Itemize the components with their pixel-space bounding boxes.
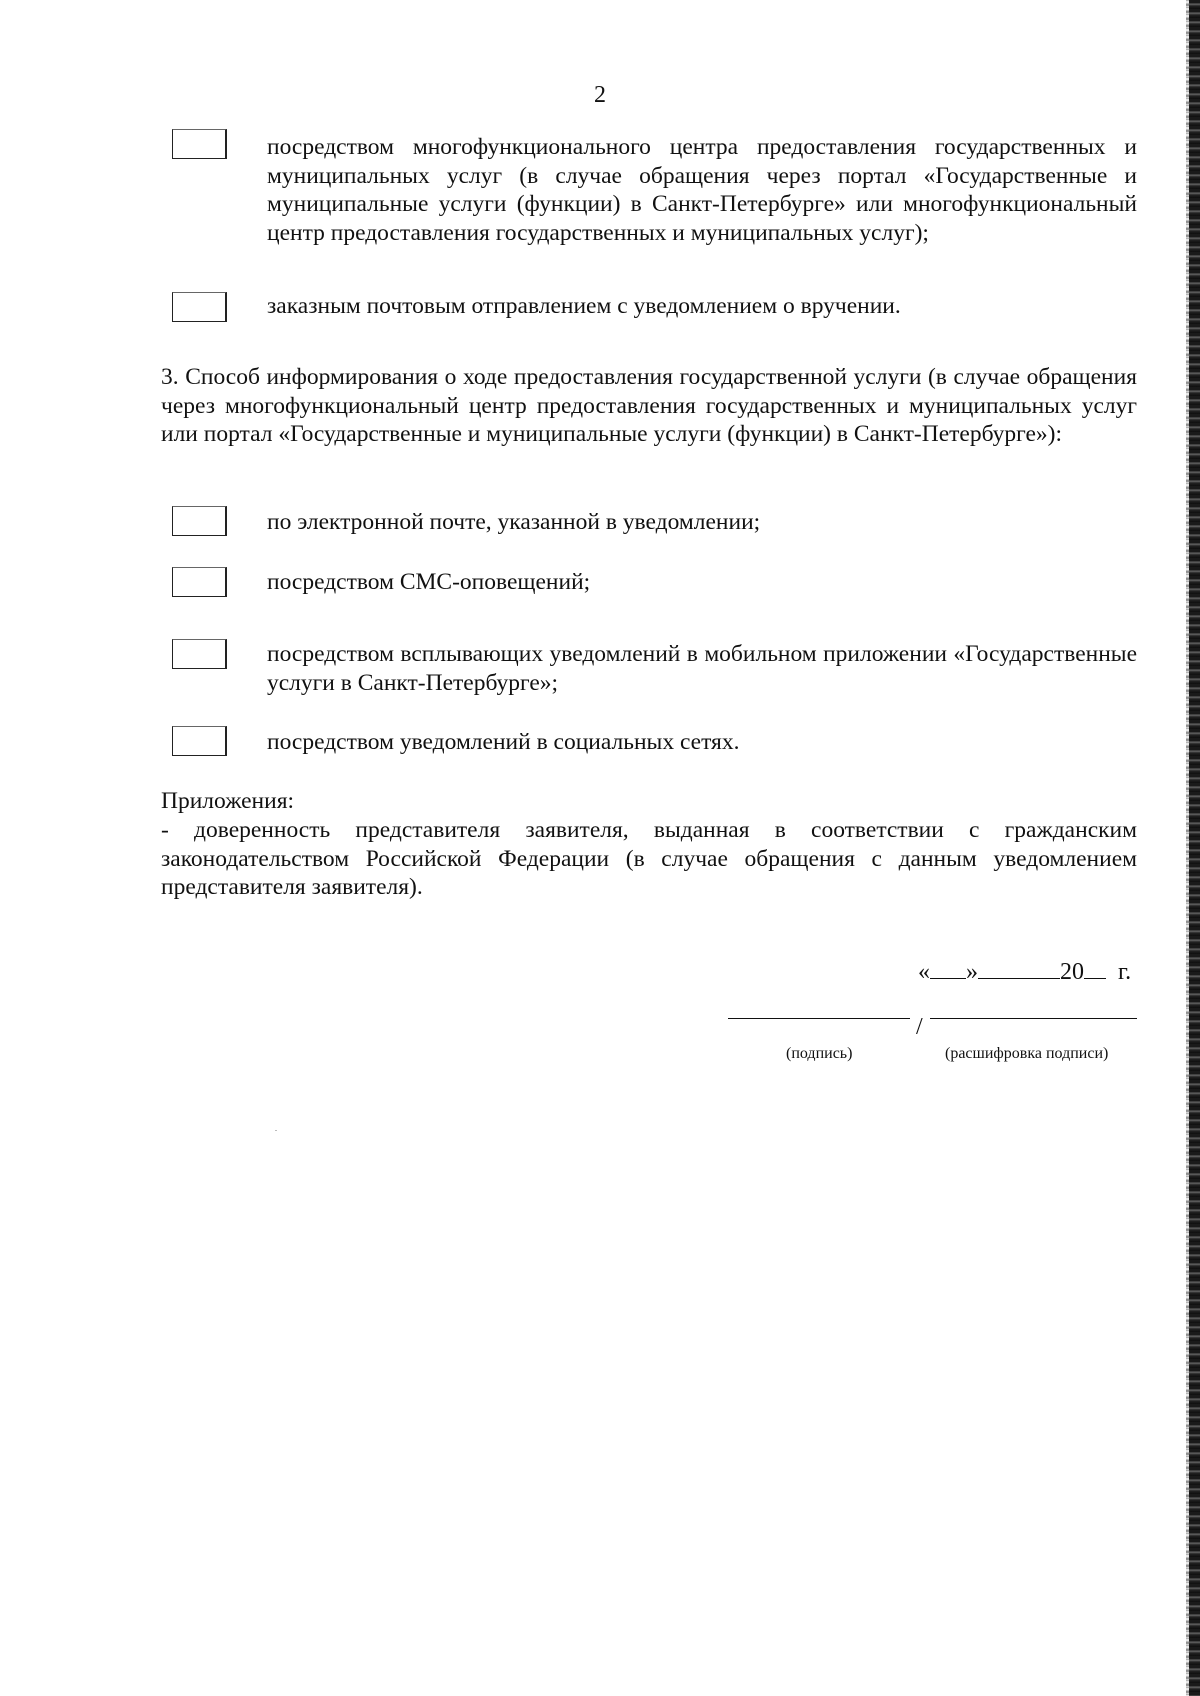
- month-blank[interactable]: [978, 958, 1060, 979]
- notify-option-email-text: по электронной почте, указанной в уведомлении;: [267, 509, 761, 535]
- signature-separator: /: [916, 1014, 923, 1040]
- checkbox-push[interactable]: [172, 639, 227, 669]
- day-blank[interactable]: [930, 958, 966, 979]
- date-open-quote: «: [918, 959, 930, 985]
- delivery-option-mfc-text: посредством многофункционального центра предоставления государственных и муниципальных услуг (в случае обращения через портал «Государственные и муниципальные услуги (функции) в Санкт-Петербурге» или многофункциональный центр предоставления государственных и муниципальных услуг);: [267, 134, 1137, 246]
- checkbox-email[interactable]: [172, 506, 227, 536]
- notify-option-push-text: посредством всплывающих уведомлений в мобильном приложении «Государственные услуги в Санкт-Петербурге»;: [267, 641, 1137, 696]
- scan-speck: [275, 1130, 277, 1131]
- year-suffix: г.: [1118, 959, 1132, 985]
- date-close-quote: »: [966, 959, 978, 985]
- notify-option-sms-text: посредством СМС-оповещений;: [267, 569, 591, 595]
- section-3-text: 3. Способ информирования о ходе предоставления государственной услуги (в случае обращения через многофункциональный центр предоставления государственных и муниципальных услуг или портал «Государственные и муниципальные услуги (функции) в Санкт-Петербурге»):: [161, 364, 1137, 447]
- signature-caption: (подпись): [786, 1045, 853, 1062]
- delivery-option-mail-text: заказным почтовым отправлением с уведомлением о вручении.: [267, 293, 901, 319]
- checkbox-sms[interactable]: [172, 567, 227, 597]
- attachments-heading: Приложения:: [161, 788, 295, 814]
- attachments-text: - доверенность представителя заявителя, выданная в соответствии с гражданским законодательством Российской Федерации (в случае обращения с данным уведомлением представителя заявителя).: [161, 817, 1137, 900]
- signature-decryption-caption: (расшифровка подписи): [945, 1045, 1109, 1062]
- page-number: 2: [594, 82, 606, 108]
- year-prefix: 20: [1060, 959, 1084, 985]
- checkbox-social[interactable]: [172, 726, 227, 756]
- year-blank[interactable]: [1084, 958, 1106, 979]
- scan-edge: [1186, 0, 1200, 1696]
- checkbox-mfc[interactable]: [172, 129, 227, 159]
- checkbox-mail[interactable]: [172, 292, 227, 322]
- signature-decryption-line[interactable]: [930, 1018, 1137, 1019]
- date-field: [918, 958, 1131, 986]
- notify-option-social-text: посредством уведомлений в социальных сетях.: [267, 729, 740, 755]
- signature-line[interactable]: [728, 1018, 910, 1019]
